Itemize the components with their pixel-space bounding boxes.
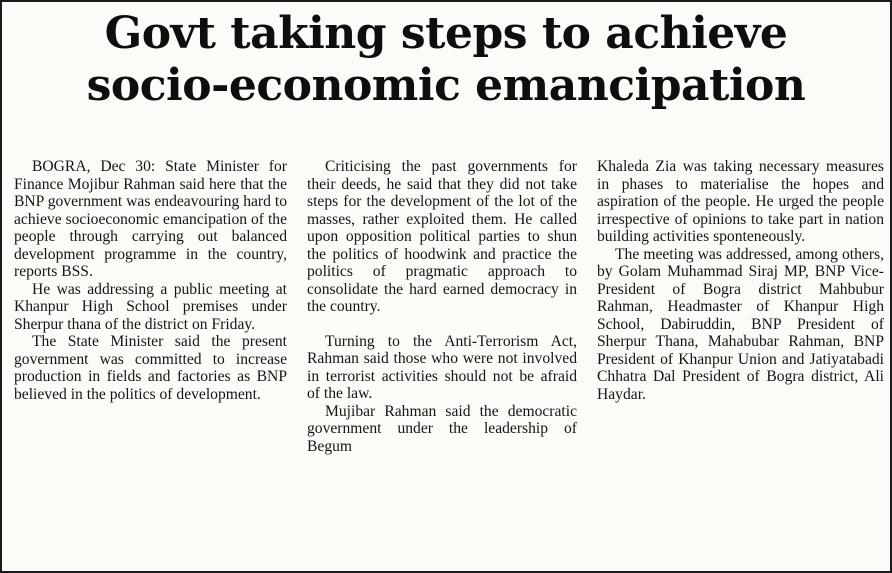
paragraph: He was addressing a public meeting at Khanpur High School premises under Sherpur thana of the district on Friday. — [14, 280, 287, 333]
paragraph: Turning to the Anti-Terrorism Act, Rahman said those who were not involved in terrorist activities should not be afraid of the law. — [307, 332, 577, 402]
paragraph — [14, 158, 287, 281]
headline-line-1: Govt taking steps to achieve — [104, 8, 788, 59]
article-body — [14, 158, 884, 566]
dateline: BOGRA, Dec 30: — [32, 158, 156, 175]
headline-line-2: socio-economic emancipation — [86, 60, 806, 111]
column-3 — [587, 158, 884, 566]
paragraph: Khaleda Zia was taking necessary measures in phases to materialise the hopes and aspiration of the people. He urged the people irrespective of opinions to take part in nation building activities sponteneously. — [597, 158, 884, 245]
paragraph: The meeting was addressed, among others, by Golam Muhammad Siraj MP, BNP Vice-President of Bogra district Mahbubur Rahman, Headmaster of Khanpur High School, Dabiruddin, BNP President of Sherpur Thana, Mahabubar Rahman, BNP President of Khanpur Union and Jatiyatabadi Chhatra Dal President of Bogra district, Ali Haydar. — [597, 245, 884, 403]
paragraph-text: State Minister for Finance Mojibur Rahman said here that the BNP government was endeavouring hard to achieve socioeconomic emancipation of the people through carrying out balanced development programme in the country, reports BSS. — [14, 158, 287, 280]
column-1 — [14, 158, 297, 566]
paragraph: The State Minister said the present government was committed to increase production in fields and factories as BNP believed in the politics of development. — [14, 333, 287, 403]
column-2 — [297, 158, 587, 566]
paragraph: Mujibar Rahman said the democratic government under the leadership of Begum — [307, 402, 577, 455]
paragraph: Criticising the past governments for their deeds, he said that they did not take steps for the development of the lot of the masses, rather exploited them. He called upon opposition political parties to shun the politics of hoodwink and practice the politics of pragmatic approach to consolidate the hard earned democracy in the country. — [307, 158, 577, 315]
headline — [2, 8, 890, 112]
